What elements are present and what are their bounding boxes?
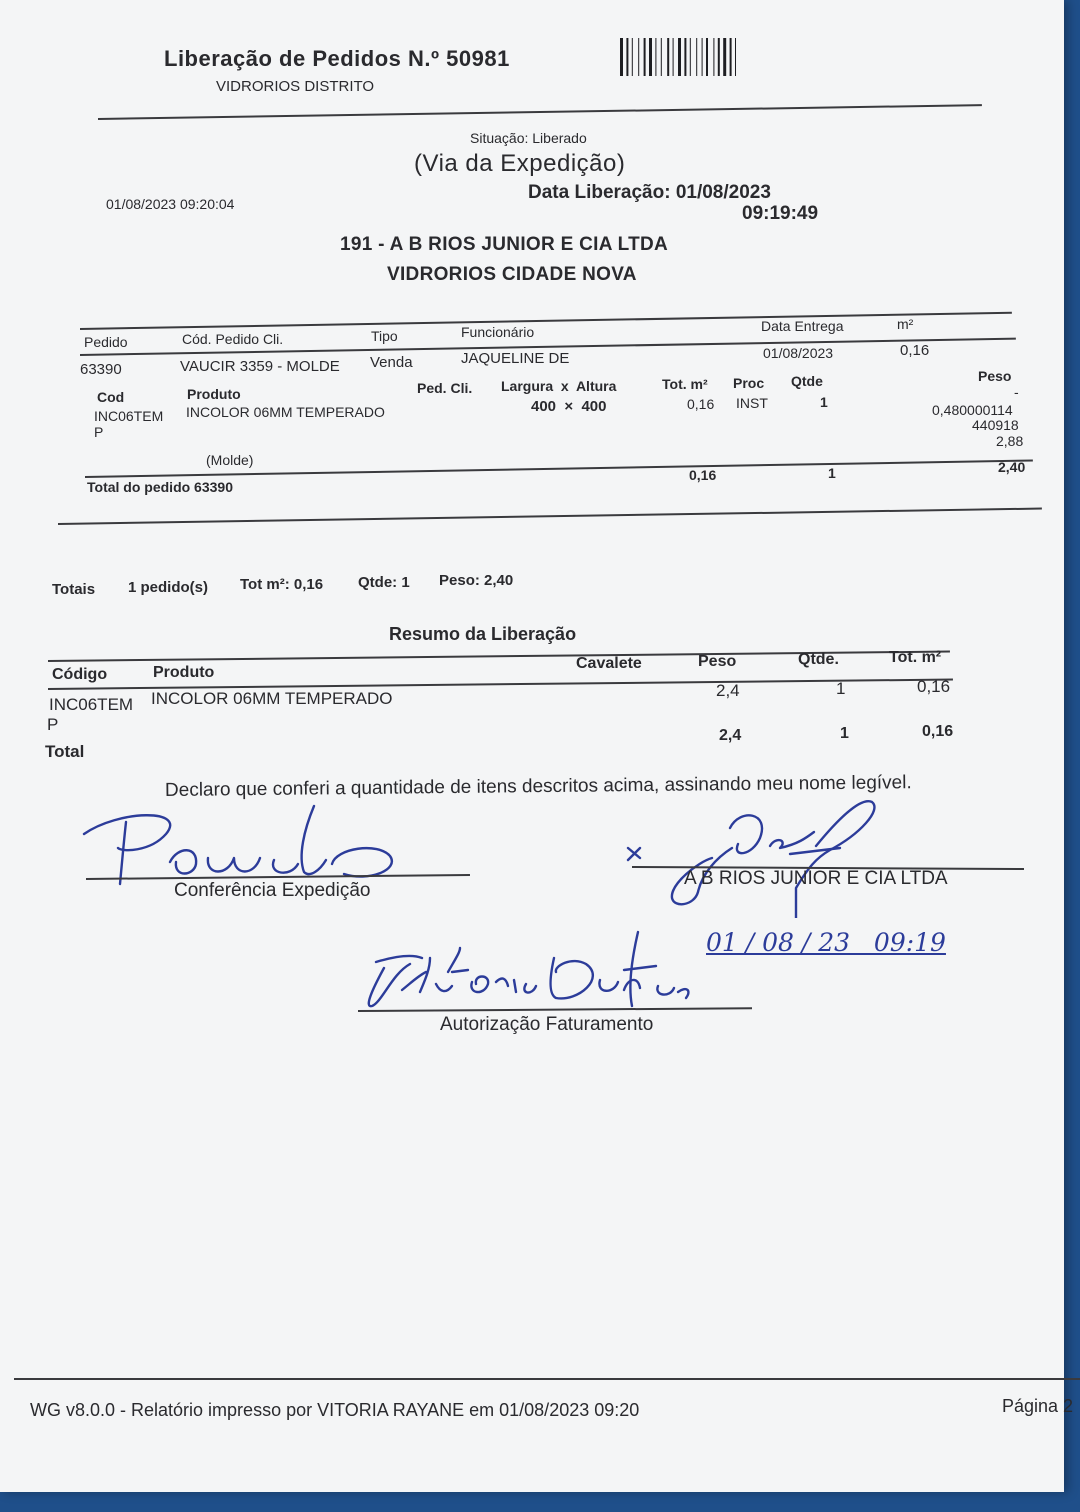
item-peso-line1: 0,480000114 bbox=[932, 402, 1013, 418]
order-table-top-rule bbox=[80, 312, 1012, 330]
col-header-funcionario: Funcionário bbox=[461, 324, 535, 340]
item-header-ped-cli: Ped. Cli. bbox=[417, 380, 473, 396]
order-cod-pedido-cli: VAUCIR 3359 - MOLDE bbox=[180, 358, 340, 375]
col-header-m2: m² bbox=[897, 316, 914, 332]
item-header-largura-altura: Largura x Altura bbox=[501, 378, 617, 394]
item-peso-dash: - bbox=[1014, 384, 1019, 400]
item-peso-line2: 440918 bbox=[972, 417, 1019, 433]
item-header-qtde: Qtde bbox=[791, 373, 823, 389]
footer-printed-by: WG v8.0.0 - Relatório impresso por VITORIA RAYANE em 01/08/2023 09:20 bbox=[30, 1400, 640, 1420]
resumo-total-peso: 2,4 bbox=[719, 727, 742, 744]
item-header-cod: Cod bbox=[97, 389, 125, 405]
order-total-tot-m2: 0,16 bbox=[689, 467, 717, 483]
resumo-title: Resumo da Liberação bbox=[389, 624, 577, 644]
resumo-row-qtde: 1 bbox=[836, 679, 846, 698]
order-m2: 0,16 bbox=[900, 342, 930, 359]
resumo-header-peso: Peso bbox=[698, 653, 737, 670]
item-header-produto: Produto bbox=[187, 386, 241, 402]
item-header-tot-m2: Tot. m² bbox=[662, 376, 708, 392]
empresa-signature bbox=[620, 788, 890, 918]
item-molde: (Molde) bbox=[206, 452, 254, 468]
header-divider bbox=[98, 104, 982, 120]
situacao-label: Situação: Liberado bbox=[470, 130, 587, 146]
item-peso-line3: 2,88 bbox=[996, 433, 1024, 449]
item-produto: INCOLOR 06MM TEMPERADO bbox=[186, 404, 385, 420]
company-subtitle: VIDRORIOS DISTRITO bbox=[216, 78, 375, 95]
order-total-peso: 2,40 bbox=[998, 459, 1026, 475]
item-header-proc: Proc bbox=[733, 375, 765, 391]
resumo-total-qtde: 1 bbox=[840, 725, 849, 742]
item-largura-altura: 400 × 400 bbox=[531, 398, 607, 415]
document-title: Liberação de Pedidos N.º 50981 bbox=[164, 46, 510, 71]
resumo-row-codigo-line2: P bbox=[47, 715, 59, 734]
col-header-data-entrega: Data Entrega bbox=[761, 318, 844, 334]
resumo-total-label: Total bbox=[45, 742, 85, 761]
resumo-header-tot-m2: Tot. m² bbox=[889, 649, 942, 666]
barcode bbox=[620, 38, 774, 76]
order-total-label: Total do pedido 63390 bbox=[87, 479, 233, 495]
item-cod-line2: P bbox=[94, 424, 104, 440]
hora-liberacao: 09:19:49 bbox=[742, 203, 819, 224]
totais-peso: Peso: 2,40 bbox=[439, 572, 514, 589]
declaration-text: Declaro que conferi a quantidade de itens descritos acima, assinando meu nome legível. bbox=[164, 772, 912, 801]
totais-pedidos: 1 pedido(s) bbox=[128, 579, 209, 596]
order-total-qtde: 1 bbox=[828, 465, 836, 481]
resumo-header-qtde: Qtde. bbox=[798, 651, 839, 668]
order-pedido: 63390 bbox=[80, 361, 122, 378]
resumo-total-tot-m2: 0,16 bbox=[922, 723, 954, 740]
resumo-row-peso: 2,4 bbox=[716, 681, 740, 700]
item-proc: INST bbox=[736, 395, 768, 411]
order-data-entrega: 01/08/2023 bbox=[763, 345, 834, 361]
item-tot-m2: 0,16 bbox=[687, 396, 715, 412]
totais-tot-m2: Tot m²: 0,16 bbox=[240, 576, 324, 593]
totais-qtde: Qtde: 1 bbox=[358, 574, 410, 591]
resumo-row-codigo-line1: INC06TEM bbox=[49, 695, 134, 714]
empresa-handwritten-date: 01 / 08 / 23 09:19 bbox=[706, 928, 946, 957]
footer-rule bbox=[14, 1378, 1080, 1380]
empresa-label: A B RIOS JUNIOR E CIA LTDA bbox=[684, 868, 948, 889]
resumo-header-codigo: Código bbox=[52, 666, 108, 683]
resumo-header-produto: Produto bbox=[153, 664, 215, 681]
via-label: (Via da Expedição) bbox=[414, 150, 626, 177]
resumo-row-produto: INCOLOR 06MM TEMPERADO bbox=[151, 689, 393, 708]
order-funcionario: JAQUELINE DE bbox=[461, 350, 570, 367]
totais-label: Totais bbox=[52, 581, 96, 598]
col-header-cod-pedido-cli: Cód. Pedido Cli. bbox=[182, 331, 284, 347]
item-cod-line1: INC06TEM bbox=[94, 408, 164, 424]
autorizacao-signature bbox=[356, 928, 696, 1014]
client-name: VIDRORIOS CIDADE NOVA bbox=[387, 264, 637, 285]
autorizacao-label: Autorização Faturamento bbox=[440, 1014, 654, 1035]
item-header-peso: Peso bbox=[978, 368, 1012, 384]
col-header-pedido: Pedido bbox=[84, 334, 128, 350]
conferencia-label: Conferência Expedição bbox=[174, 880, 371, 901]
footer-page-number: Página 2 bbox=[1002, 1396, 1074, 1416]
client-line: 191 - A B RIOS JUNIOR E CIA LTDA bbox=[340, 234, 669, 255]
resumo-row-tot-m2: 0,16 bbox=[917, 677, 951, 696]
data-liberacao: Data Liberação: 01/08/2023 bbox=[528, 182, 771, 203]
resumo-header-cavalete: Cavalete bbox=[576, 655, 642, 672]
item-qtde: 1 bbox=[820, 394, 828, 410]
order-section-end-rule bbox=[58, 508, 1042, 525]
col-header-tipo: Tipo bbox=[371, 328, 398, 344]
print-datetime: 01/08/2023 09:20:04 bbox=[106, 196, 235, 212]
order-tipo: Venda bbox=[370, 354, 413, 371]
